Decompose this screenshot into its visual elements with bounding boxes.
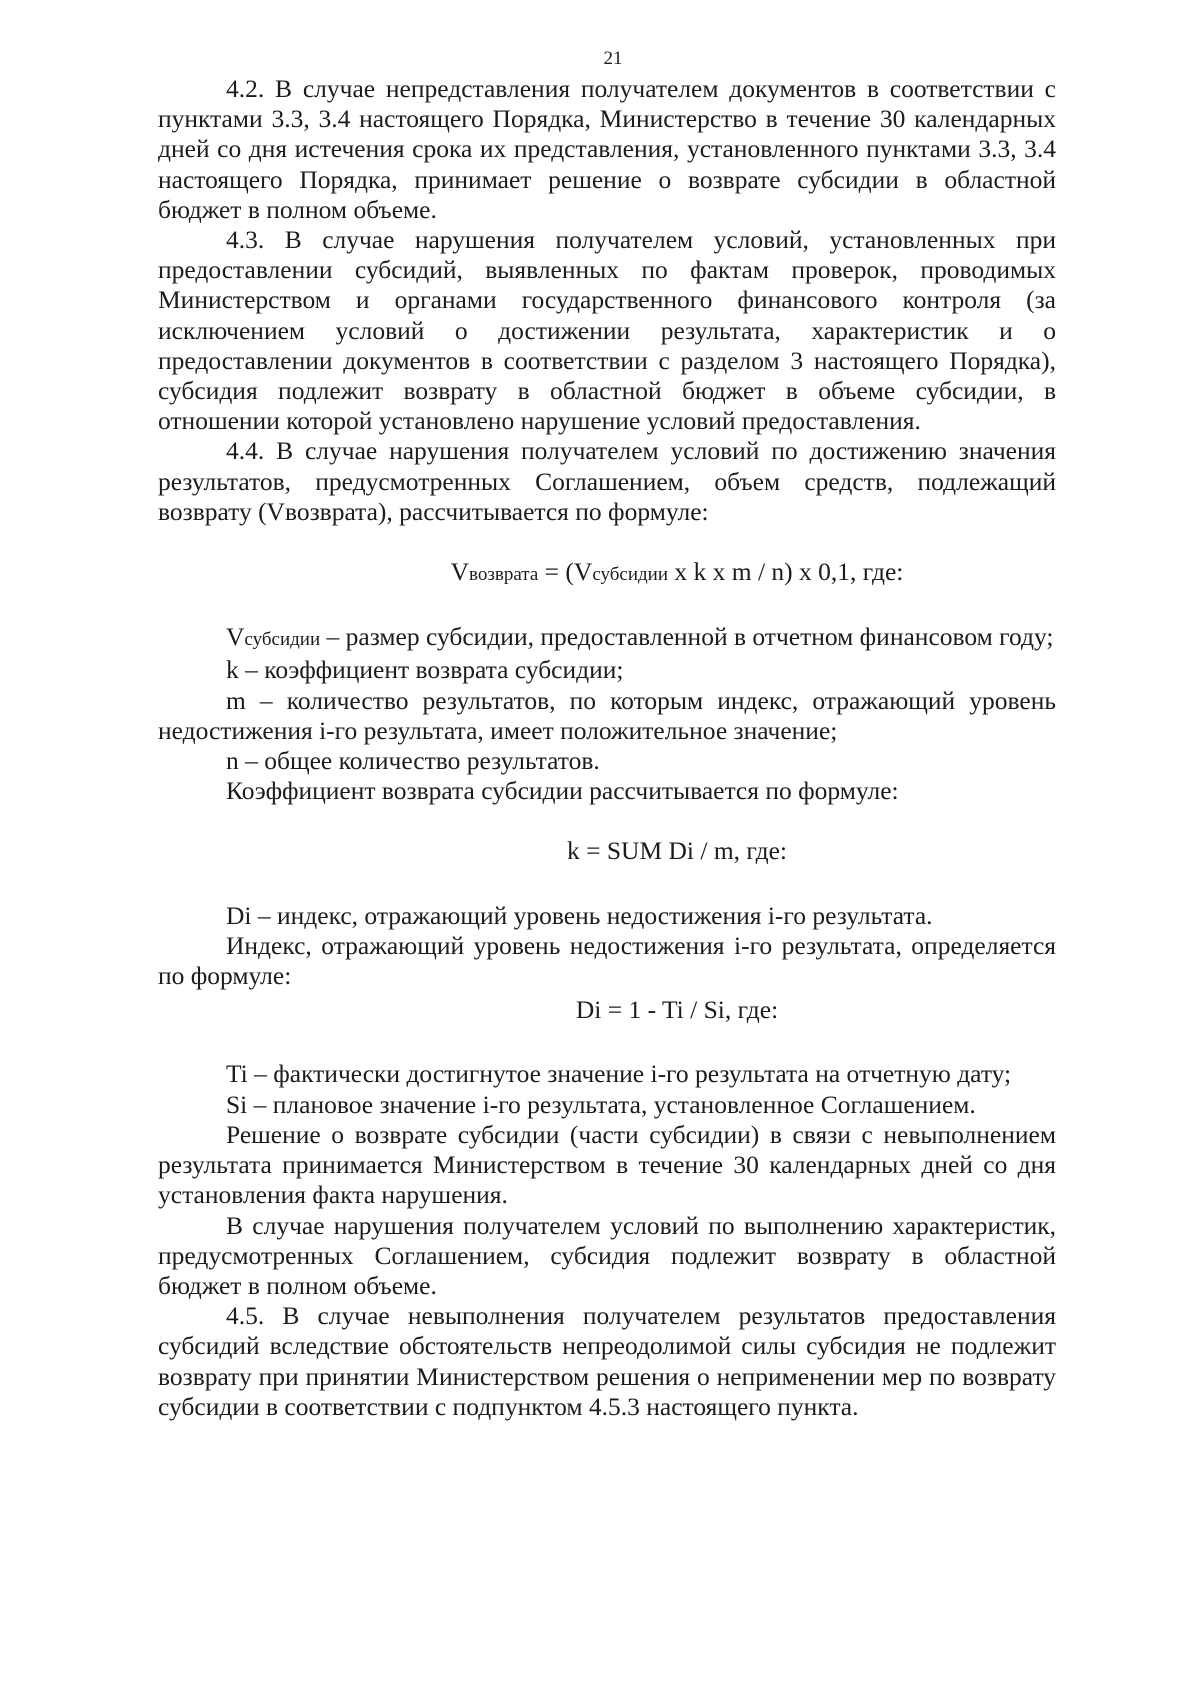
paragraph-4-3: 4.3. В случае нарушения получателем условий, установленных при предоставлении субсидий, выявленных по фактам проверок, проводимых Министерством и органами государственного финансового контроля (за исключением условий о достижении результата, характеристик и о предоставлении документов в соответствии с разделом 3 настоящего Порядка), субсидия подлежит возврату в областной бюджет в объеме субсидии, в отношении которой установлено нарушение условий предоставления. [158,225,1056,436]
page-number: 21 [603,48,623,69]
formula-1-sub-return: возврата [469,564,539,586]
formula-coefficient: k = SUM Di / m, где: [566,836,787,866]
formula-1-mid: = (V [538,557,593,587]
index-intro: Индекс, отражающий уровень недостижения i-го результата, определяется по формуле: [158,930,1056,991]
def-v-text: – размер субсидии, предоставленной в отчетном финансовом году; [320,622,1054,652]
decision-paragraph: Решение о возврате субсидии (части субсидии) в связи с невыполнением результата принимается Министерством в течение 30 календарных дней со дня установления факта нарушения. [158,1119,1056,1210]
definition-n: n – общее количество результатов. [226,746,600,776]
coefficient-intro: Коэффициент возврата субсидии рассчитывается по формуле: [226,776,899,806]
formula-1-tail: x k x m / n) x 0,1, где: [668,557,904,587]
definition-m: m – количество результатов, по которым индекс, отражающий уровень недостижения i-го результата, имеет положительное значение; [158,685,1056,745]
definition-k: k – коэффициент возврата субсидии; [226,655,624,685]
definition-v-subsidy [158,622,1056,655]
formula-1-sub-subsidy: субсидии [592,564,669,586]
characteristics-paragraph: В случае нарушения получателем условий по выполнению характеристик, предусмотренных Соглашением, субсидия подлежит возврату в областной бюджет в полном объеме. [158,1210,1056,1300]
definition-ti: Ti – фактически достигнутое значение i-го результата на отчетную дату; [226,1059,1012,1089]
paragraph-4-5: 4.5. В случае невыполнения получателем результатов предоставления субсидий вследствие обстоятельств непреодолимой силы субсидия не подлежит возврату при принятии Министерством решения о неприменении мер по возврату субсидии в соответствии с подпунктом 4.5.3 настоящего пункта. [158,1301,1056,1421]
definition-di: Di – индекс, отражающий уровень недостижения i-го результата. [226,900,933,930]
formula-return-volume [158,557,1056,590]
formula-1-v: V [450,557,470,587]
def-v-symbol: V [226,622,245,652]
paragraph-4-2: 4.2. В случае непредставления получателем документов в соответствии с пунктами 3.3, 3.4 настоящего Порядка, Министерство в течение 30 календарных дней со дня истечения срока их представления, установленного пунктами 3.3, 3.4 настоящего Порядка, принимает решение о возврате субсидии в областной бюджет в полном объеме. [158,74,1056,224]
definition-si: Si – плановое значение i-го результата, установленное Соглашением. [226,1089,976,1119]
formula-index: Di = 1 - Ti / Si, где: [575,995,779,1025]
paragraph-4-4: 4.4. В случае нарушения получателем условий по достижению значения результатов, предусмотренных Соглашением, объем средств, подлежащий возврату (Vвозврата), рассчитывается по формуле: [158,436,1056,526]
def-v-sub: субсидии [244,629,321,651]
document-page [158,48,1056,1422]
